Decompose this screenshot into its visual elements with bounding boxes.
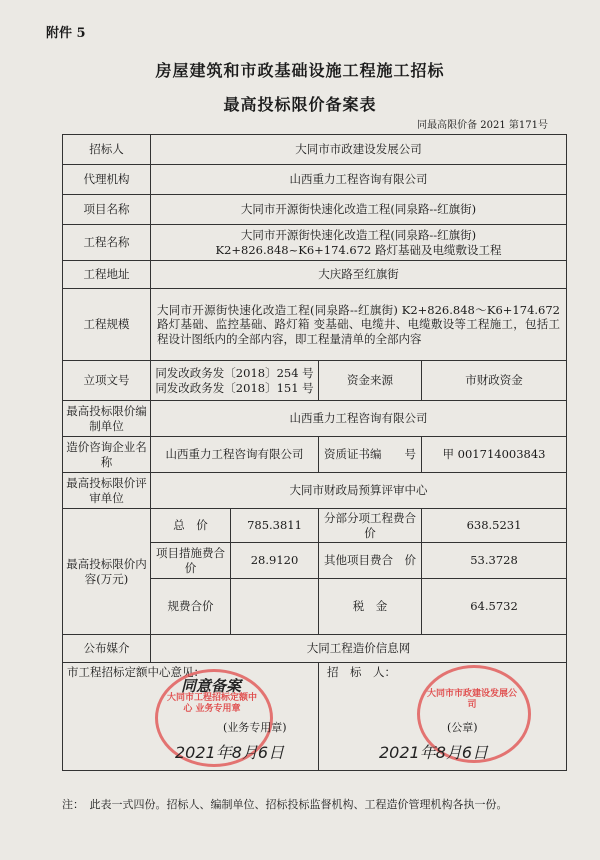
left-handwriting: 同意备案 <box>181 677 242 695</box>
subitem-value: 638.5231 <box>422 509 567 543</box>
left-stamp-note: (业务专用章) <box>223 721 287 734</box>
engineering-value <box>151 225 567 261</box>
title-line1: 房屋建筑和市政基础设施工程施工招标 <box>155 61 445 80</box>
cert-value: 甲 001714003843 <box>422 437 567 473</box>
media-value: 大同工程造价信息网 <box>151 635 567 663</box>
approval-value <box>151 361 319 401</box>
right-date: 2021年8月6日 <box>379 743 489 762</box>
tenderer-value: 大同市市政建设发展公司 <box>151 135 567 165</box>
doc-number: 同最高限价备 2021 第171号 <box>417 120 548 131</box>
fee-value <box>231 579 319 635</box>
compile-unit-value: 山西重力工程咨询有限公司 <box>151 401 567 437</box>
consult-value: 山西重力工程咨询有限公司 <box>151 437 319 473</box>
agency-value: 山西重力工程咨询有限公司 <box>151 165 567 195</box>
other-label: 其他项目费合 价 <box>319 543 422 579</box>
fund-source-label: 资金来源 <box>319 361 422 401</box>
tax-value: 64.5732 <box>422 579 567 635</box>
subitem-label: 分部分项工程费合价 <box>319 509 422 543</box>
agency-label: 代理机构 <box>63 165 151 195</box>
engineering-value-line1: 大同市开源街快速化改造工程(同泉路--红旗街) <box>240 228 477 243</box>
media-label: 公布媒介 <box>63 635 151 663</box>
total-label: 总 价 <box>151 509 231 543</box>
footnote: 注： 此表一式四份。招标人、编制单位、招标投标监督机构、工程造价管理机构各执一份。 <box>62 798 508 811</box>
left-date: 2021年8月6日 <box>175 743 285 762</box>
fee-label: 规费合价 <box>151 579 231 635</box>
address-value: 大庆路至红旗街 <box>151 261 567 289</box>
engineering-value-line2: K2+826.848~K6+174.672 路灯基础及电缆敷设工程 <box>215 242 502 257</box>
cert-label: 资质证书编 号 <box>319 437 422 473</box>
scale-label: 工程规模 <box>63 289 151 361</box>
right-signature-label: 招 标 人： <box>327 665 396 679</box>
total-value: 785.3811 <box>231 509 319 543</box>
engineering-label: 工程名称 <box>63 225 151 261</box>
title-line2: 最高投标限价备案表 <box>223 95 377 114</box>
approval-label: 立项文号 <box>63 361 151 401</box>
consult-label: 造价咨询企业名称 <box>63 437 151 473</box>
other-value: 53.3728 <box>422 543 567 579</box>
left-signature-label: 市工程招标定额中心意见： <box>67 665 205 679</box>
scale-value: 大同市开源街快速化改造工程(同泉路--红旗街) K2+826.848～K6+174.672 路灯基础、监控基础、路灯箱 变基础、电缆井、电缆敷设等工程施工，包括工程设计图纸内的全部内容，即工程量清单的全部内容 <box>151 289 567 361</box>
left-seal-text: 大同市工程招标定额中心 业务专用章 <box>167 693 258 715</box>
compile-unit-label: 最高投标限价编制单位 <box>63 401 151 437</box>
right-stamp-note: (公章) <box>447 721 478 734</box>
right-seal-text: 大同市市政建设发展公司 <box>427 689 518 711</box>
address-label: 工程地址 <box>63 261 151 289</box>
tax-label: 税 金 <box>319 579 422 635</box>
right-signature-cell <box>319 663 567 771</box>
tenderer-label: 招标人 <box>63 135 151 165</box>
measure-value: 28.9120 <box>231 543 319 579</box>
fund-source-value: 市财政资金 <box>422 361 567 401</box>
approval-value-line1: 同发改政务发〔2018〕254 号 <box>155 366 314 381</box>
filing-table <box>62 134 567 771</box>
measure-label: 项目措施费合 价 <box>151 543 231 579</box>
price-content-label: 最高投标限价内容(万元) <box>63 509 151 635</box>
approval-value-line2: 同发改政务发〔2018〕151 号 <box>155 380 314 395</box>
review-label: 最高投标限价评审单位 <box>63 473 151 509</box>
project-label: 项目名称 <box>63 195 151 225</box>
project-value: 大同市开源街快速化改造工程(同泉路--红旗街) <box>151 195 567 225</box>
left-signature-cell <box>63 663 319 771</box>
review-value: 大同市财政局预算评审中心 <box>151 473 567 509</box>
attachment-label: 附件 5 <box>46 26 86 41</box>
